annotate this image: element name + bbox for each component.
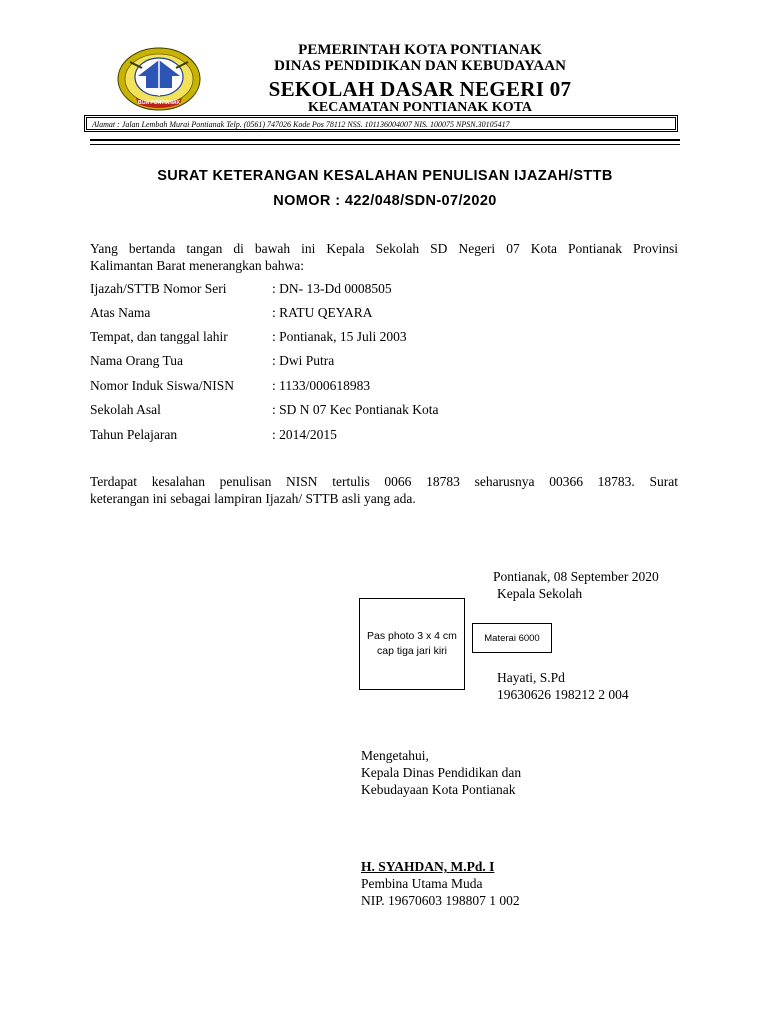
field-label: Tempat, dan tanggal lahir (90, 329, 228, 344)
stamp-duty-box (472, 623, 552, 653)
field-label: Nomor Induk Siswa/NISN (90, 378, 234, 393)
photo-placeholder-text: Pas photo 3 x 4 cm cap tiga jari kiri (367, 630, 457, 657)
acknowledgement-official-rank: Pembina Utama Muda (361, 876, 483, 891)
signatory-nip: 19630626 198212 2 004 (497, 687, 629, 702)
letterhead-line-government: PEMERINTAH KOTA PONTIANAK (298, 42, 542, 58)
field-value: : DN- 13-Dd 0008505 (272, 281, 392, 296)
body-paragraph-line-1: Terdapat kesalahan penulisan NISN tertulis 0066 18783 seharusnya 00366 18783. Surat (90, 474, 678, 489)
acknowledgement-official-nip: NIP. 19670603 198807 1 002 (361, 893, 520, 908)
emblem-text: BIJA PONTIANAK (137, 100, 181, 106)
school-emblem-logo (116, 46, 202, 112)
field-row-school (90, 402, 690, 422)
field-row-nisn (90, 378, 690, 398)
field-label: Tahun Pelajaran (90, 427, 178, 442)
intro-paragraph-line-2: Kalimantan Barat menerangkan bahwa: (90, 258, 305, 273)
field-value: : RATU QEYARA (272, 305, 373, 320)
letterhead-school-name: SEKOLAH DASAR NEGERI 07 (268, 77, 572, 101)
field-label: Atas Nama (90, 305, 151, 320)
field-row-academic-year (90, 427, 690, 447)
document-title: SURAT KETERANGAN KESALAHAN PENULISAN IJAZAH/STTB (157, 168, 613, 184)
field-row-parent (90, 353, 690, 373)
intro-paragraph-line-1: Yang bertanda tangan di bawah ini Kepala Sekolah SD Negeri 07 Kota Pontianak Provinsi (90, 241, 678, 256)
field-label: Nama Orang Tua (90, 353, 183, 368)
acknowledgement-line-3: Kebudayaan Kota Pontianak (361, 782, 516, 797)
acknowledgement-line-2: Kepala Dinas Pendidikan dan (361, 765, 522, 780)
signature-position: Kepala Sekolah (497, 586, 583, 601)
document-number: NOMOR : 422/048/SDN-07/2020 (273, 193, 497, 209)
stamp-duty-text: Materai 6000 (484, 632, 540, 644)
field-value: : Pontianak, 15 Juli 2003 (272, 329, 407, 344)
acknowledgement-official-name: H. SYAHDAN, M.Pd. I (361, 859, 495, 874)
field-value: : 1133/000618983 (272, 378, 371, 393)
acknowledgement-line-1: Mengetahui, (361, 748, 429, 763)
field-label: Ijazah/STTB Nomor Seri (90, 281, 227, 296)
field-value: : Dwi Putra (272, 353, 335, 368)
field-label: Sekolah Asal (90, 402, 161, 417)
photo-placeholder-box (359, 598, 465, 690)
letterhead-divider-thin (90, 144, 680, 145)
signature-place-date: Pontianak, 08 September 2020 (493, 569, 659, 584)
letterhead-district: KECAMATAN PONTIANAK KOTA (308, 100, 532, 115)
field-row-birth (90, 329, 690, 349)
field-value: : SD N 07 Kec Pontianak Kota (272, 402, 439, 417)
letterhead-line-department: DINAS PENDIDIKAN DAN KEBUDAYAAN (274, 58, 566, 74)
field-value: : 2014/2015 (272, 427, 337, 442)
letterhead-address: Alamat : Jalan Lembah Murai Pontianak Telp. (0561) 747026 Kode Pos 78112 NSS. 101136004007 NIS. 100075 NPSN.30105417 (86, 117, 676, 130)
signatory-name: Hayati, S.Pd (497, 670, 565, 685)
field-row-serial-number (90, 281, 690, 301)
body-paragraph-line-2: keterangan ini sebagai lampiran Ijazah/ STTB asli yang ada. (90, 491, 416, 506)
field-row-name (90, 305, 690, 325)
letterhead-divider-thick (90, 139, 680, 141)
